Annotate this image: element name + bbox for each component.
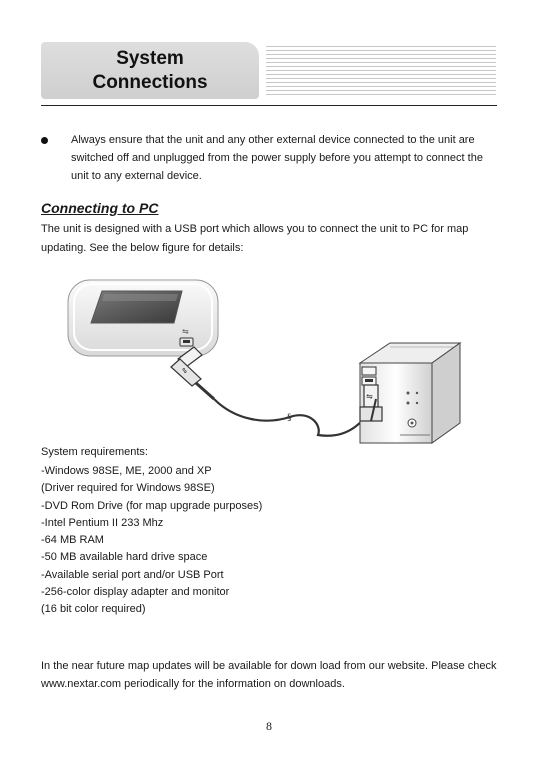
requirements-title: System requirements: bbox=[41, 446, 148, 458]
usb-connection-figure bbox=[60, 275, 490, 445]
page-number: 8 bbox=[266, 719, 272, 733]
requirement-item: -DVD Rom Drive (for map upgrade purposes) bbox=[41, 499, 263, 512]
svg-text:⇋: ⇋ bbox=[366, 392, 373, 401]
requirement-item: -Windows 98SE, ME, 2000 and XP bbox=[41, 465, 212, 477]
requirement-item: -Intel Pentium II 233 Mhz bbox=[41, 516, 164, 529]
bullet-icon bbox=[41, 137, 48, 144]
header-decorative-stripes bbox=[266, 46, 496, 98]
requirement-item: -64 MB RAM bbox=[41, 534, 104, 547]
requirement-item: (16 bit color required) bbox=[41, 603, 146, 616]
requirement-item: -50 MB available hard drive space bbox=[41, 551, 208, 564]
section-intro: The unit is designed with a USB port which allows you to connect the unit to PC for map updating. See the below figure for details: bbox=[41, 223, 469, 254]
section-title-line1: System bbox=[116, 47, 184, 69]
requirements-list bbox=[41, 463, 262, 619]
section-heading: Connecting to PC bbox=[41, 200, 159, 216]
svg-text:§: § bbox=[287, 413, 292, 423]
svg-text:⇋: ⇋ bbox=[182, 327, 189, 336]
gps-device-icon bbox=[68, 280, 218, 356]
requirement-item: -Available serial port and/or USB Port bbox=[41, 568, 224, 581]
section-title-box bbox=[41, 42, 259, 99]
requirement-item: -256-color display adapter and monitor bbox=[41, 586, 230, 599]
section-title-line2: Connections bbox=[92, 71, 208, 93]
map-updates-note: In the near future map updates will be available for down load from our website. Please check www.nextar.com periodically for the information on downloads. bbox=[41, 660, 497, 690]
safety-note: Always ensure that the unit and any other external device connected to the unit are switched off and unplugged from the power supply before you attempt to connect the unit to any external device. bbox=[71, 134, 483, 182]
requirement-item: (Driver required for Windows 98SE) bbox=[41, 482, 215, 495]
usb-cable bbox=[214, 399, 378, 436]
header-divider bbox=[41, 105, 497, 106]
svg-text:⇋: ⇋ bbox=[179, 365, 190, 376]
